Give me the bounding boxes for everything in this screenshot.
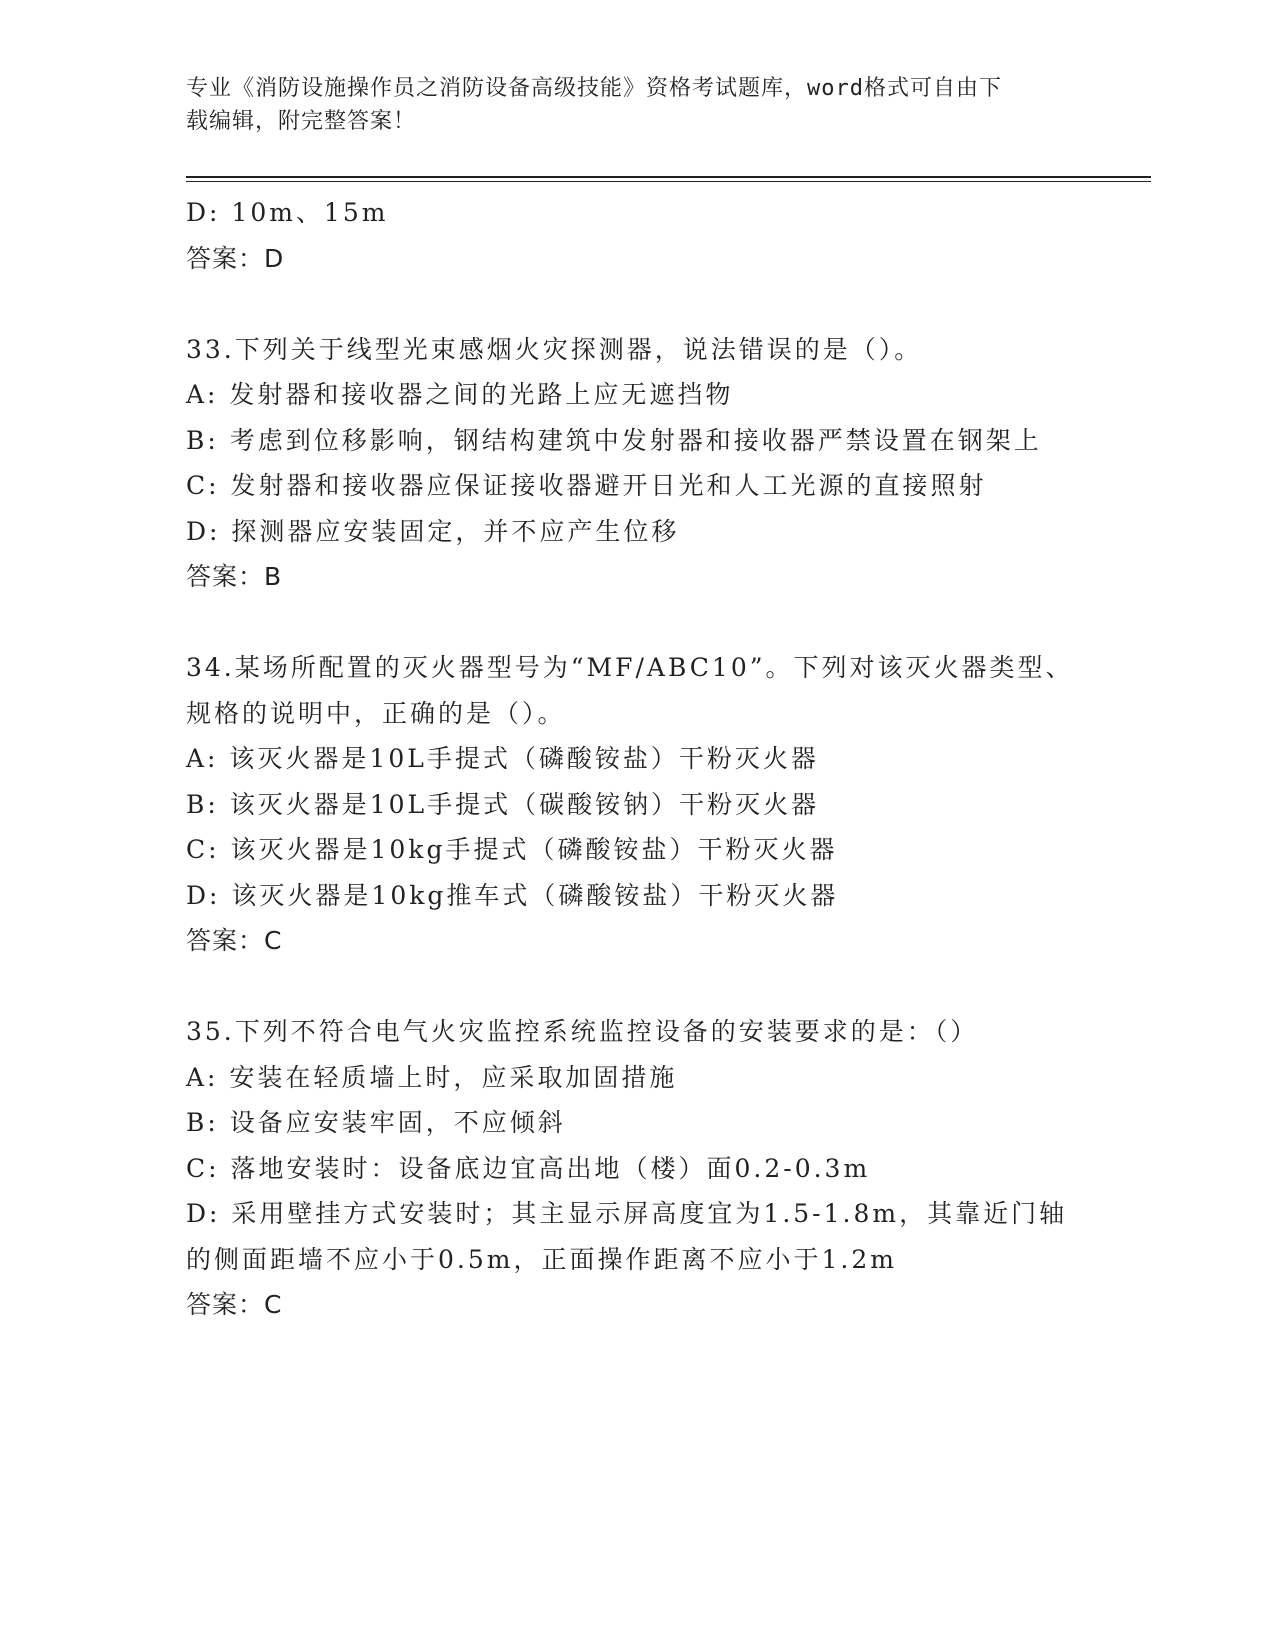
question-33 (186, 327, 1151, 600)
option-b: B: 该灭火器是10L手提式（碳酸铵钠）干粉灭火器 (186, 789, 820, 819)
question-stem: 33.下列关于线型光束感烟火灾探测器，说法错误的是（）。 (186, 334, 923, 364)
option-d-continued: 的侧面距墙不应小于0.5m，正面操作距离不应小于1.2m (186, 1244, 897, 1274)
question-stem: 34.某场所配置的灭火器型号为“MF/ABC10”。下列对该灭火器类型、 (186, 653, 1074, 682)
answer-line: 答案：C (186, 926, 283, 955)
previous-question-tail (186, 190, 1151, 281)
spacer (186, 964, 1151, 1010)
option-a: A: 安装在轻质墙上时，应采取加固措施 (186, 1062, 678, 1092)
option-c: C: 落地安装时：设备底边宜高出地（楼）面0.2-0.3m (186, 1153, 871, 1183)
header-divider-thick (186, 176, 1151, 178)
option-c: C: 该灭火器是10kg手提式（磷酸铵盐）干粉灭火器 (186, 835, 838, 864)
question-list (186, 190, 1151, 1328)
answer-line: 答案：B (186, 562, 283, 591)
header-line-1: 专业《消防设施操作员之消防设备高级技能》资格考试题库，word格式可自由下 (186, 76, 1002, 101)
option-d: D: 10m、15m (186, 198, 389, 227)
question-stem: 35.下列不符合电气火灾监控系统监控设备的安装要求的是：（） (186, 1017, 979, 1046)
spacer (186, 281, 1151, 327)
answer-line: 答案：C (186, 1290, 283, 1319)
option-d: D: 采用壁挂方式安装时；其主显示屏高度宜为1.5-1.8m，其靠近门轴 (186, 1199, 1068, 1228)
question-35 (186, 1009, 1151, 1328)
option-a: A: 发射器和接收器之间的光路上应无遮挡物 (186, 380, 734, 409)
option-d: D: 探测器应安装固定，并不应产生位移 (186, 516, 680, 546)
spacer (186, 600, 1151, 646)
header-line-2: 载编辑，附完整答案！ (186, 109, 417, 134)
question-34 (186, 645, 1151, 964)
answer-line: 答案：D (186, 243, 285, 273)
question-stem-continued: 规格的说明中，正确的是（）。 (186, 698, 566, 728)
option-b: B: 考虑到位移影响，钢结构建筑中发射器和接收器严禁设置在钢架上 (186, 425, 1042, 455)
document-header (186, 72, 1066, 138)
option-d: D: 该灭火器是10kg推车式（磷酸铵盐）干粉灭火器 (186, 880, 839, 910)
option-c: C: 发射器和接收器应保证接收器避开日光和人工光源的直接照射 (186, 471, 987, 500)
header-divider-thin (186, 181, 1151, 182)
option-b: B: 设备应安装牢固，不应倾斜 (186, 1108, 566, 1137)
option-a: A: 该灭火器是10L手提式（磷酸铵盐）干粉灭火器 (186, 744, 819, 773)
